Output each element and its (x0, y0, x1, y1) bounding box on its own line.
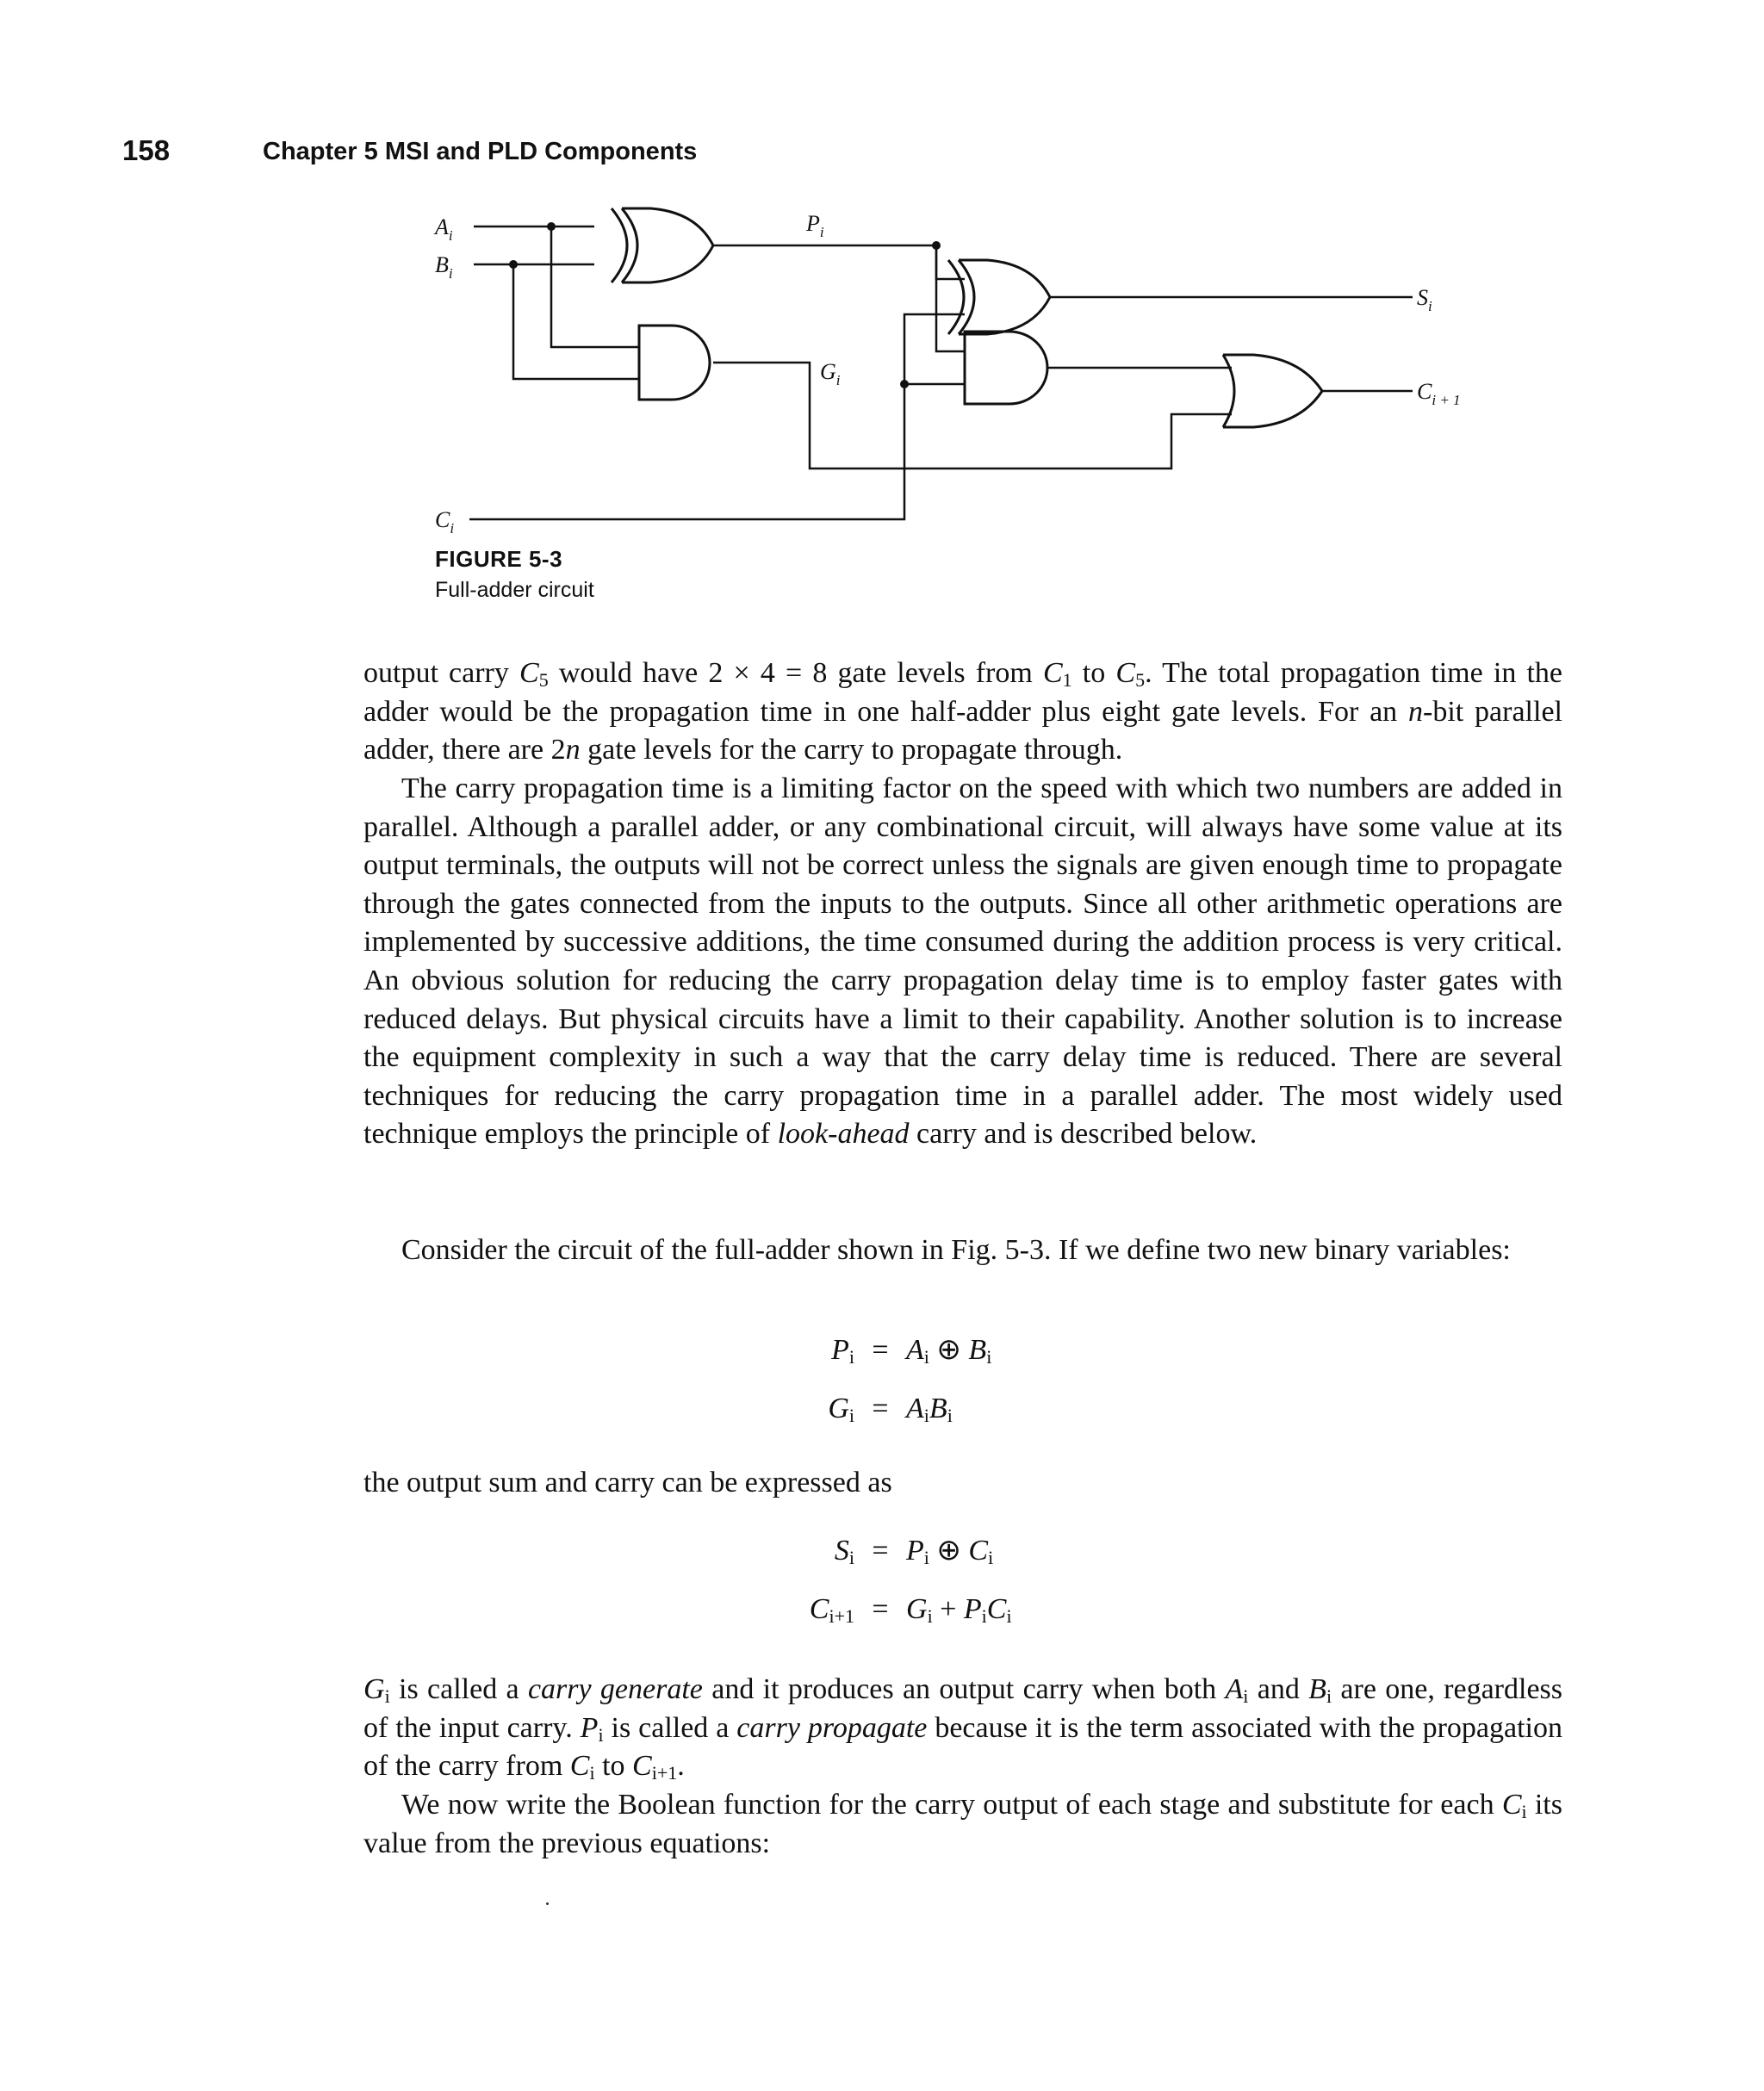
label-b-input: $B_i$ (435, 252, 453, 282)
paragraph-2: The carry propagation time is a limiting factor on the speed with which two numbers are added in parallel. Although a parallel adder, or any combinational circuit, will always have some value at its output terminals, the outputs will not be correct unless the signals are given enough time to propagate through the gates connected from the inputs to the outputs. Since all other arithmetic operations are implemented by successive additions, the time consumed during the addition process is very critical. An obvious solution for reducing the carry propagation delay time is to employ faster gates with reduced delays. But physical circuits have a limit to their capability. Another solution is to increase the equipment complexity in such a way that the carry delay time is reduced. There are several techniques for reducing the carry propagation time in a parallel adder. The most widely used technique employs the principle of look-ahead carry and is described below. (363, 772, 1562, 1151)
figure-title: Full-adder circuit (435, 578, 594, 602)
xor-gate-2 (948, 260, 1050, 334)
and-gate-1 (639, 326, 710, 400)
paragraph-5: $G_i$ is called a carry generate and it produces an output carry when both $A_i$ and $B_i$ are one, regardless of the input carry. $P_i$ is called a carry propagate because it is the term associated with the propagation of the carry from $C_i$ to $C_{i+1}$. (363, 1673, 1563, 1784)
page-number: 158 (122, 134, 171, 166)
equation-g: $G_i = A_iB_i$ (828, 1393, 953, 1426)
chapter-title: Chapter 5 MSI and PLD Components (263, 138, 698, 165)
xor-gate-1 (612, 208, 713, 282)
figure-number: FIGURE 5-3 (435, 546, 563, 572)
full-adder-circuit-figure (422, 196, 1507, 541)
paragraph-3: Consider the circuit of the full-adder shown in Fig. 5-3. If we define two new binary variables: (401, 1234, 1511, 1266)
label-c-output: $C_{i + 1}$ (1417, 379, 1461, 408)
stray-mark (546, 1902, 549, 1905)
or-gate (1223, 355, 1322, 427)
paragraph-4: the output sum and carry can be expressed as (363, 1467, 892, 1498)
label-p: $P_i$ (806, 211, 824, 240)
equation-p: $P_i = A_i$ ⊕ $B_i$ (831, 1334, 992, 1368)
label-a-input: $A_i$ (435, 214, 453, 244)
and-gate-2 (965, 332, 1047, 404)
equation-c: $C_{i+1} = G_i + P_iC_i$ (809, 1593, 1012, 1627)
full-adder-circuit-diagram (422, 196, 1507, 541)
equation-s: $S_i = P_i$ ⊕ $C_i$ (834, 1535, 994, 1568)
paragraph-6: We now write the Boolean function for the carry output of each stage and substitute for each $C_i$ its value from the previous equations: (363, 1789, 1562, 1859)
circuit-wires (469, 226, 1413, 519)
label-s-output: $S_i$ (1417, 285, 1432, 314)
label-g: $G_i$ (820, 359, 841, 388)
label-c-input: $C_i$ (435, 507, 455, 537)
figure-caption (435, 546, 594, 603)
paragraph-1: output carry $C_5$ would have 2 × 4 = 8 gate levels from $C_1$ to $C_5$. The total propagation time in the adder would be the propagation time in one half-adder plus eight gate levels. For an n-bit parallel adder, there are 2n gate levels for the carry to propagate through. (363, 657, 1563, 766)
